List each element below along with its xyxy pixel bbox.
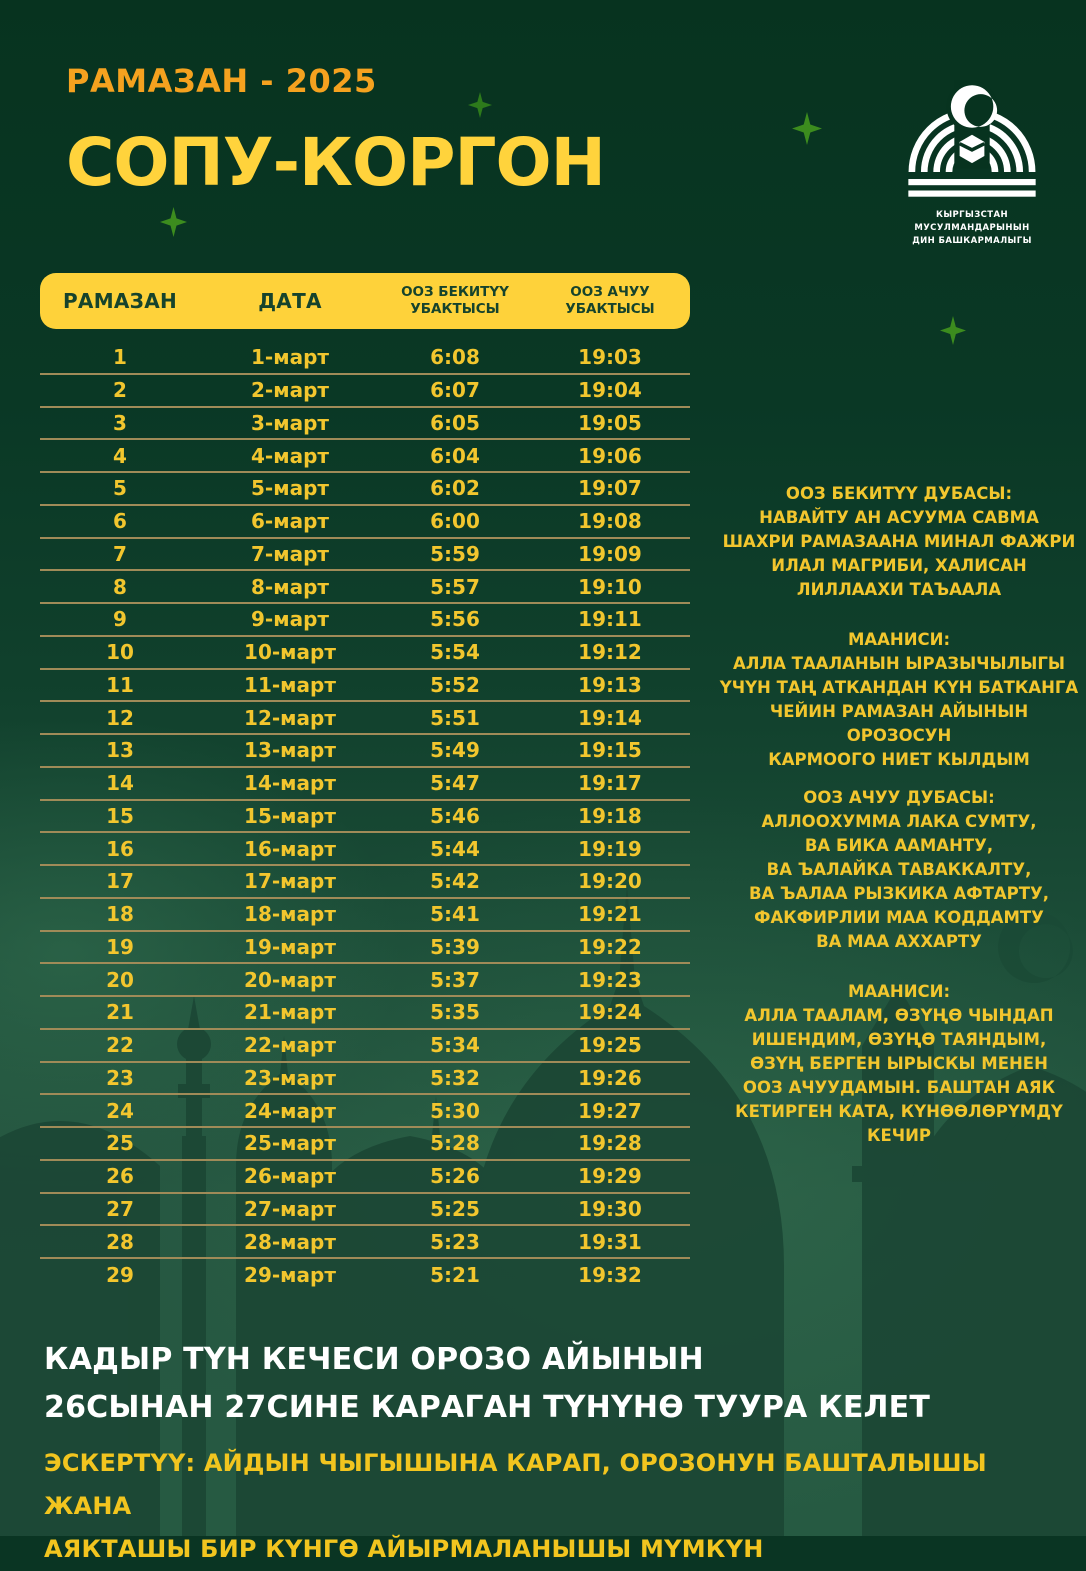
muftiyat-logo	[892, 80, 1052, 247]
title-block	[66, 62, 605, 201]
column-header-fast-end: ООЗ АЧУУ УБАКТЫСЫ	[565, 284, 655, 317]
day-cell: 12	[106, 705, 134, 730]
fast-end-cell: 19:11	[578, 607, 642, 632]
fast-end-cell: 19:07	[578, 476, 642, 501]
column-header-date: ДАТА	[258, 289, 322, 313]
fast-end-cell: 19:14	[578, 705, 642, 730]
date-cell: 16-март	[244, 836, 336, 861]
day-cell: 22	[106, 1033, 134, 1058]
table-row	[40, 964, 690, 997]
day-cell: 17	[106, 869, 134, 894]
fast-start-cell: 5:35	[430, 1000, 480, 1025]
date-cell: 29-март	[244, 1263, 336, 1288]
day-cell: 13	[106, 738, 134, 763]
day-cell: 14	[106, 771, 134, 796]
date-cell: 7-март	[251, 541, 329, 566]
table-row	[40, 342, 690, 375]
table-row	[40, 637, 690, 670]
day-cell: 21	[106, 1000, 134, 1025]
day-cell: 11	[106, 672, 134, 697]
date-cell: 2-март	[251, 378, 329, 403]
day-cell: 10	[106, 640, 134, 665]
table-row	[40, 997, 690, 1030]
table-row	[40, 1161, 690, 1194]
day-cell: 20	[106, 967, 134, 992]
day-cell: 15	[106, 803, 134, 828]
fast-start-cell: 5:42	[430, 869, 480, 894]
date-cell: 25-март	[244, 1131, 336, 1156]
table-row	[40, 702, 690, 735]
fast-end-cell: 19:29	[578, 1164, 642, 1189]
day-cell: 25	[106, 1131, 134, 1156]
logo-org-name: КЫРГЫЗСТАН МУСУЛМАНДАРЫНЫН ДИН БАШКАРМАЛЫГЫ	[912, 210, 1032, 246]
fast-start-cell: 5:46	[430, 803, 480, 828]
day-cell: 19	[106, 934, 134, 959]
fast-start-cell: 5:23	[430, 1229, 480, 1254]
day-cell: 2	[113, 378, 127, 403]
table-row	[40, 408, 690, 441]
table-row	[40, 670, 690, 703]
table-row	[40, 1259, 690, 1292]
fast-start-cell: 5:52	[430, 672, 480, 697]
dua-opening-text: ООЗ АЧУУ ДУБАСЫ: АЛЛООХУММА ЛАКА СУМТУ, ВА БИКА ААМАНТУ, ВА ЪАЛАЙКА ТАВАККАЛТУ, ВА ЪАЛАА РЫЗКИКА АФТАРТУ, ФАКФИРЛИИ МАА КОДДАМТУ ВА МАА АХХАРТУ	[748, 788, 1050, 951]
fast-end-cell: 19:17	[578, 771, 642, 796]
fast-start-cell: 5:25	[430, 1196, 480, 1221]
fast-end-cell: 19:24	[578, 1000, 642, 1025]
fast-end-cell: 19:04	[578, 378, 642, 403]
table-row	[40, 1063, 690, 1096]
fast-opening-dua-block	[718, 482, 1080, 772]
table-row	[40, 735, 690, 768]
fast-start-cell: 5:59	[430, 541, 480, 566]
fast-end-cell: 19:08	[578, 509, 642, 534]
day-cell: 9	[113, 607, 127, 632]
date-cell: 15-март	[244, 803, 336, 828]
date-cell: 9-март	[251, 607, 329, 632]
dua-opening-meaning-text: МААНИСИ: АЛЛА ТААЛАМ, ӨЗҮҢӨ ЧЫНДАП ИШЕНДИМ, ӨЗҮҢӨ ТАЯНДЫМ, ӨЗҮҢ БЕРГЕН ЫРЫСКЫ МЕНЕН ООЗ АЧУУДАМЫН. БАШТАН АЯК КЕТИРГЕН КАТА, КҮНӨӨЛӨРҮМДҮ КЕЧИР	[735, 982, 1063, 1145]
day-cell: 18	[106, 902, 134, 927]
table-row	[40, 1194, 690, 1227]
mosque-arches-icon	[901, 80, 1043, 202]
fast-start-cell: 5:51	[430, 705, 480, 730]
day-cell: 28	[106, 1229, 134, 1254]
fast-start-cell: 5:57	[430, 574, 480, 599]
fast-start-cell: 5:30	[430, 1098, 480, 1123]
date-cell: 10-март	[244, 640, 336, 665]
fast-end-cell: 19:09	[578, 541, 642, 566]
fast-start-cell: 6:00	[430, 509, 480, 534]
date-cell: 18-март	[244, 902, 336, 927]
date-cell: 11-март	[244, 672, 336, 697]
fast-start-cell: 5:49	[430, 738, 480, 763]
fast-end-cell: 19:30	[578, 1196, 642, 1221]
date-cell: 5-март	[251, 476, 329, 501]
ramadan-schedule-table	[40, 273, 690, 1292]
fast-breaking-dua-block	[718, 786, 1080, 1148]
fast-end-cell: 19:12	[578, 640, 642, 665]
day-cell: 16	[106, 836, 134, 861]
day-cell: 7	[113, 541, 127, 566]
fast-start-cell: 6:05	[430, 410, 480, 435]
day-cell: 6	[113, 509, 127, 534]
day-cell: 4	[113, 443, 127, 468]
fast-start-cell: 5:34	[430, 1033, 480, 1058]
table-header-row	[40, 273, 690, 329]
date-cell: 4-март	[251, 443, 329, 468]
date-cell: 28-март	[244, 1229, 336, 1254]
fast-start-cell: 6:04	[430, 443, 480, 468]
day-cell: 24	[106, 1098, 134, 1123]
table-row	[40, 375, 690, 408]
disclaimer-text: ЭСКЕРТҮҮ: АЙДЫН ЧЫГЫШЫНА КАРАП, ОРОЗОНУН БАШТАЛЫШЫ ЖАНА АЯКТАШЫ БИР КҮНГӨ АЙЫРМАЛАНЫШЫ МҮМКҮН	[44, 1449, 987, 1563]
fast-end-cell: 19:22	[578, 934, 642, 959]
fast-start-cell: 5:56	[430, 607, 480, 632]
date-cell: 19-март	[244, 934, 336, 959]
fast-end-cell: 19:28	[578, 1131, 642, 1156]
fast-end-cell: 19:03	[578, 345, 642, 370]
table-row	[40, 932, 690, 965]
fast-start-cell: 5:39	[430, 934, 480, 959]
fast-end-cell: 19:15	[578, 738, 642, 763]
fast-end-cell: 19:19	[578, 836, 642, 861]
day-cell: 26	[106, 1164, 134, 1189]
date-cell: 23-март	[244, 1065, 336, 1090]
date-cell: 17-март	[244, 869, 336, 894]
day-cell: 23	[106, 1065, 134, 1090]
footer-block	[44, 1336, 1044, 1571]
day-cell: 3	[113, 410, 127, 435]
column-header-fast-start: ООЗ БЕКИТҮҮ УБАКТЫСЫ	[401, 284, 509, 317]
fast-start-cell: 6:02	[430, 476, 480, 501]
fast-start-cell: 5:44	[430, 836, 480, 861]
table-row	[40, 1095, 690, 1128]
table-row	[40, 539, 690, 572]
table-body	[40, 342, 690, 1292]
fast-start-cell: 5:32	[430, 1065, 480, 1090]
table-row	[40, 899, 690, 932]
fast-start-cell: 5:37	[430, 967, 480, 992]
table-row	[40, 506, 690, 539]
fast-end-cell: 19:20	[578, 869, 642, 894]
date-cell: 22-март	[244, 1033, 336, 1058]
fast-end-cell: 19:13	[578, 672, 642, 697]
date-cell: 13-март	[244, 738, 336, 763]
table-row	[40, 801, 690, 834]
fast-start-cell: 5:21	[430, 1263, 480, 1288]
fast-end-cell: 19:23	[578, 967, 642, 992]
poster-subtitle: РАМАЗАН - 2025	[66, 62, 377, 100]
dua-closing-meaning-text: МААНИСИ: АЛЛА ТААЛАНЫН ЫРАЗЫЧЫЛЫГЫ ҮЧҮН ТАҢ АТКАНДАН КҮН БАТКАНГА ЧЕЙИН РАМАЗАН АЙЫНЫН ОРОЗОСУН КАРМООГО НИЕТ КЫЛДЫМ	[719, 630, 1079, 769]
column-header-ramazan: РАМАЗАН	[62, 289, 178, 313]
table-row	[40, 440, 690, 473]
date-cell: 21-март	[244, 1000, 336, 1025]
day-cell: 8	[113, 574, 127, 599]
fast-start-cell: 5:28	[430, 1131, 480, 1156]
date-cell: 24-март	[244, 1098, 336, 1123]
date-cell: 14-март	[244, 771, 336, 796]
date-cell: 8-март	[251, 574, 329, 599]
fast-end-cell: 19:25	[578, 1033, 642, 1058]
table-row	[40, 1030, 690, 1063]
sparkle-icon	[940, 316, 966, 345]
date-cell: 12-март	[244, 705, 336, 730]
dua-closing-text: ООЗ БЕКИТҮҮ ДУБАСЫ: НАВАЙТУ АН АСУУМА САВМА ШАХРИ РАМАЗААНА МИНАЛ ФАЖРИ ИЛАЛ МАГРИБИ, ХАЛИСАН ЛИЛЛААХИ ТАЪААЛА	[722, 484, 1076, 599]
table-row	[40, 1226, 690, 1259]
fast-start-cell: 5:47	[430, 771, 480, 796]
date-cell: 26-март	[244, 1164, 336, 1189]
date-cell: 3-март	[251, 410, 329, 435]
fast-end-cell: 19:10	[578, 574, 642, 599]
date-cell: 6-март	[251, 509, 329, 534]
fast-start-cell: 5:54	[430, 640, 480, 665]
table-row	[40, 1128, 690, 1161]
fast-end-cell: 19:32	[578, 1263, 642, 1288]
table-row	[40, 833, 690, 866]
day-cell: 5	[113, 476, 127, 501]
fast-end-cell: 19:05	[578, 410, 642, 435]
date-cell: 20-март	[244, 967, 336, 992]
fast-end-cell: 19:31	[578, 1229, 642, 1254]
sparkle-icon	[160, 207, 187, 237]
table-row	[40, 604, 690, 637]
table-row	[40, 866, 690, 899]
fast-end-cell: 19:18	[578, 803, 642, 828]
date-cell: 27-март	[244, 1196, 336, 1221]
fast-start-cell: 6:07	[430, 378, 480, 403]
fast-start-cell: 5:26	[430, 1164, 480, 1189]
day-cell: 29	[106, 1263, 134, 1288]
sparkle-icon	[792, 112, 822, 145]
date-cell: 1-март	[251, 345, 329, 370]
table-row	[40, 473, 690, 506]
table-row	[40, 768, 690, 801]
fast-end-cell: 19:26	[578, 1065, 642, 1090]
fast-start-cell: 6:08	[430, 345, 480, 370]
day-cell: 27	[106, 1196, 134, 1221]
fast-start-cell: 5:41	[430, 902, 480, 927]
page-title: СОПУ-КОРГОН	[66, 124, 605, 201]
fast-end-cell: 19:27	[578, 1098, 642, 1123]
fast-end-cell: 19:21	[578, 902, 642, 927]
kadyr-night-text: КАДЫР ТҮН КЕЧЕСИ ОРОЗО АЙЫНЫН 26СЫНАН 27СИНЕ КАРАГАН ТҮНҮНӨ ТУУРА КЕЛЕТ	[44, 1342, 931, 1425]
fast-end-cell: 19:06	[578, 443, 642, 468]
table-row	[40, 571, 690, 604]
day-cell: 1	[113, 345, 127, 370]
